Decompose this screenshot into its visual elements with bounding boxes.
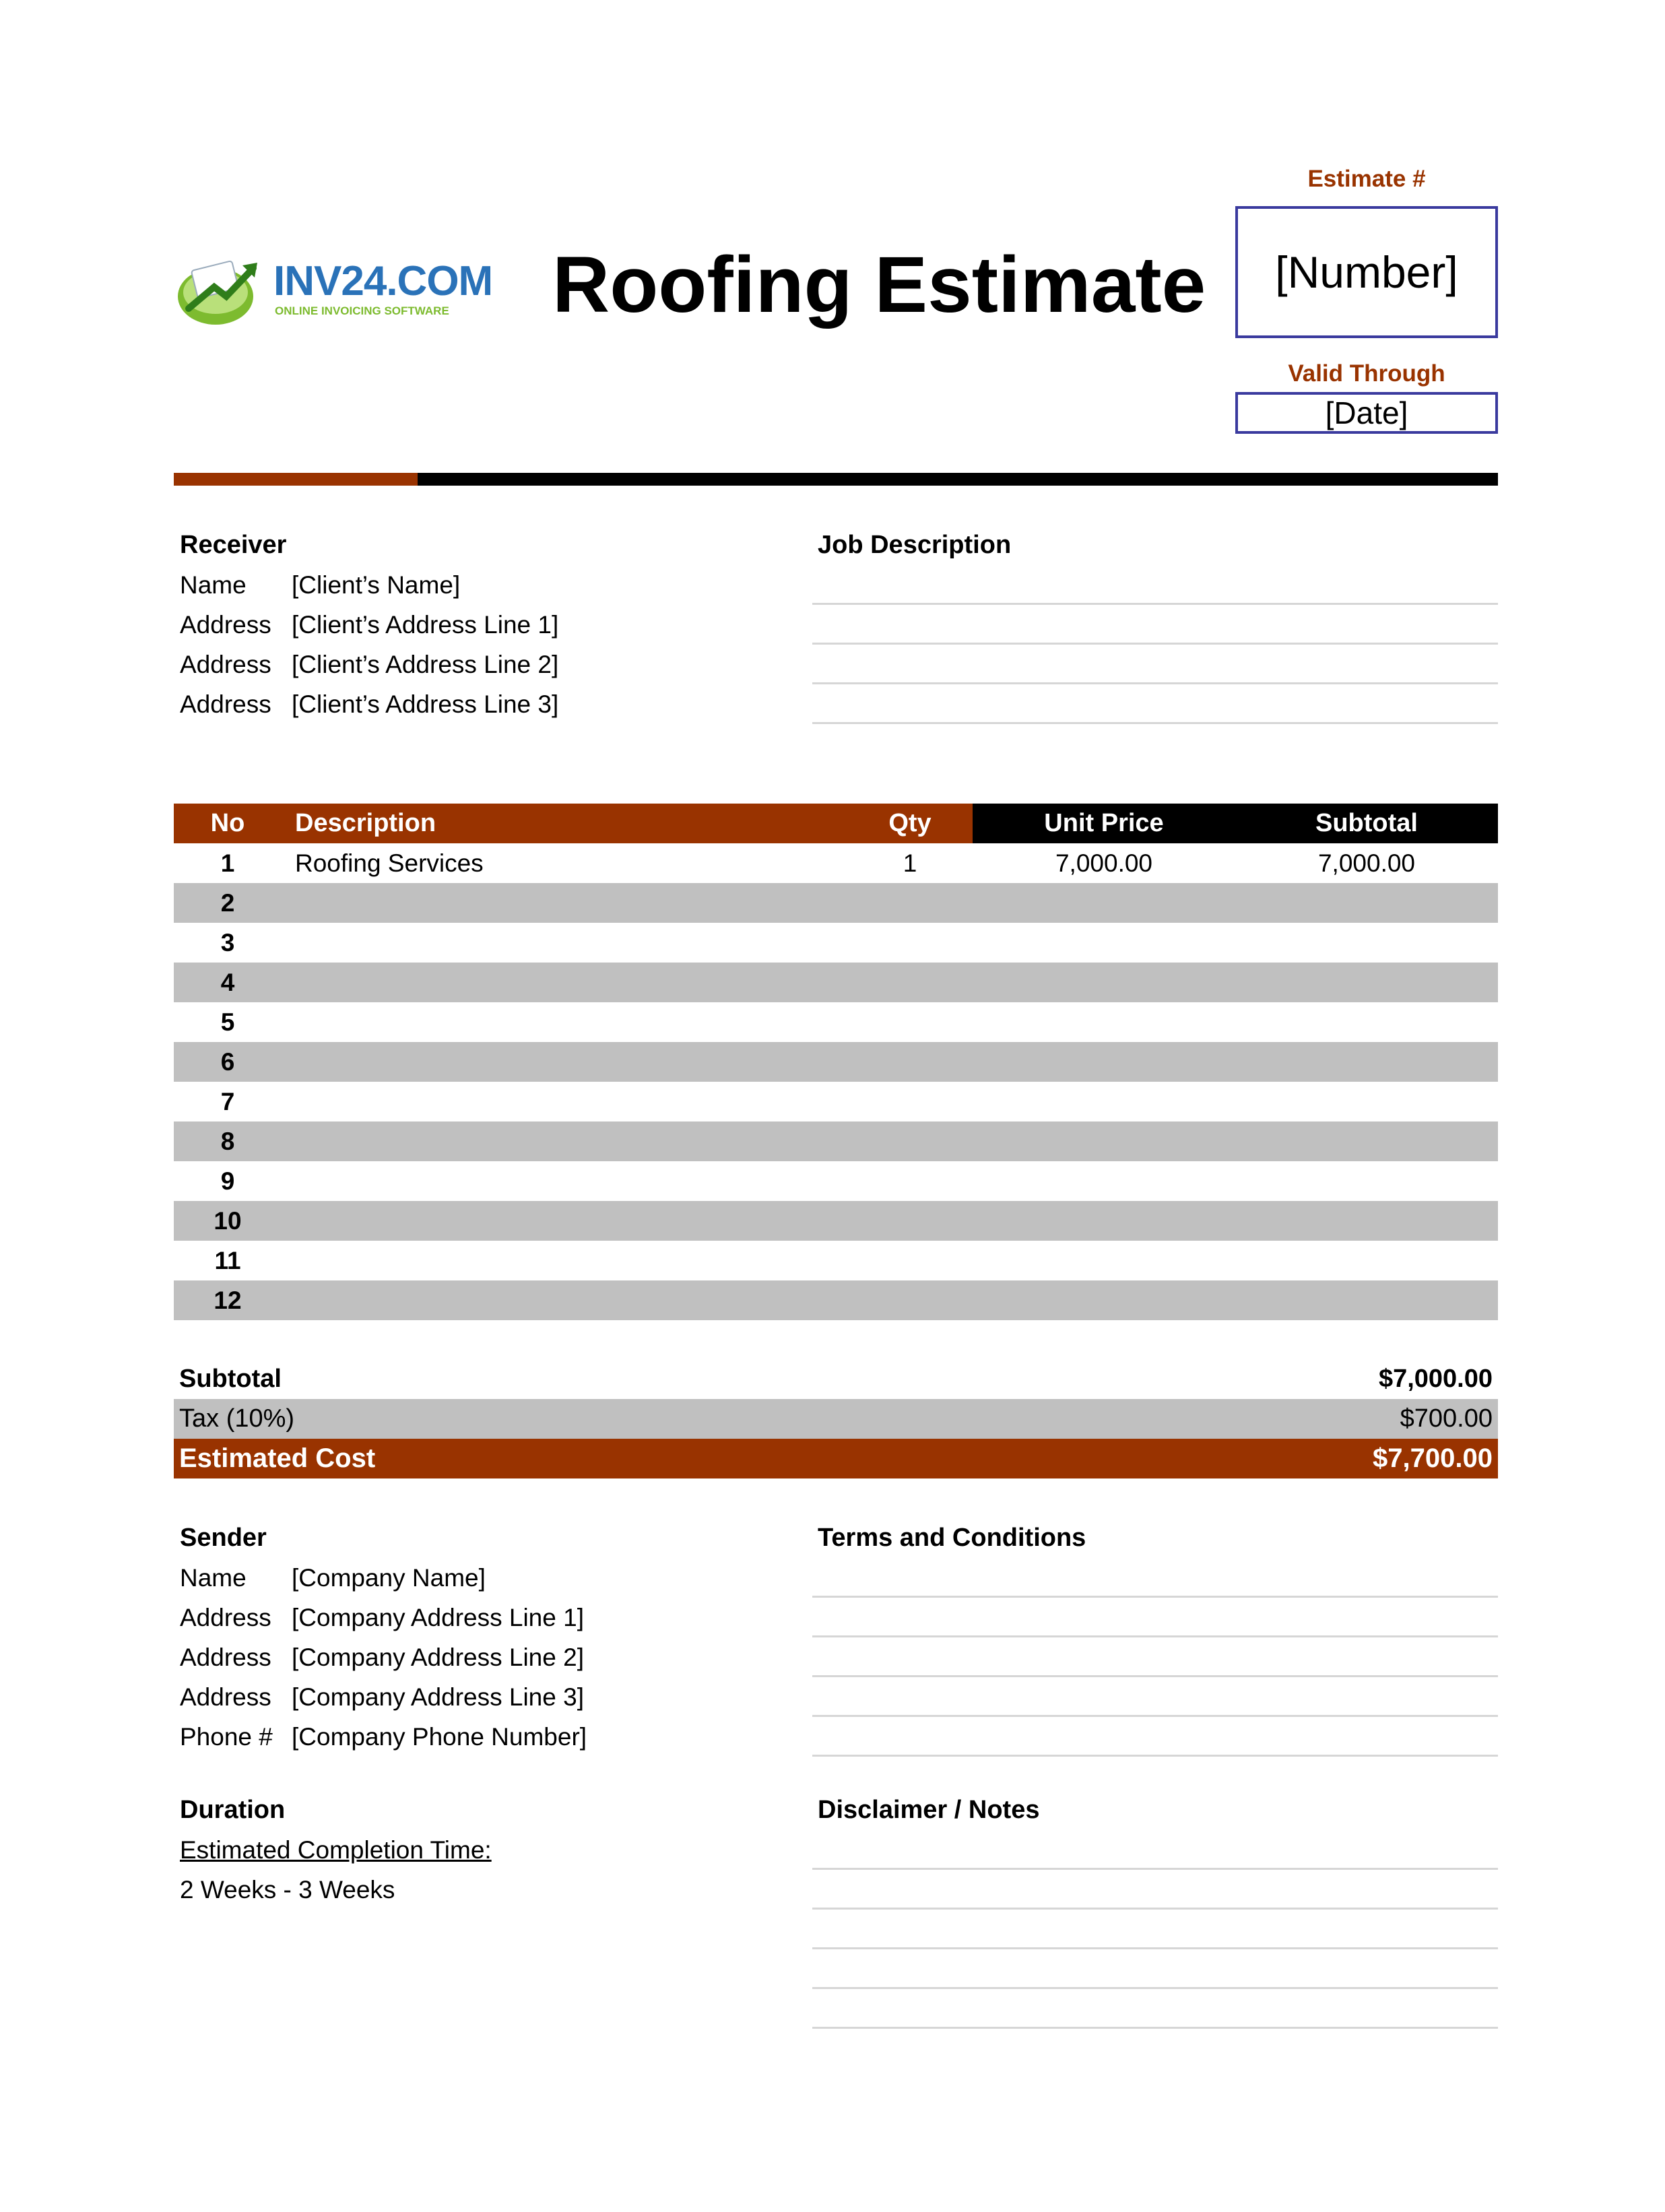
receiver-row [180, 645, 558, 684]
sender-label: Address [180, 1604, 271, 1631]
job-description-line[interactable] [812, 684, 1498, 724]
estimated-cost-row [174, 1439, 1498, 1478]
sender-row [180, 1637, 587, 1677]
sender-value[interactable]: [Company Address Line 3] [292, 1683, 584, 1711]
item-description[interactable] [282, 1002, 847, 1042]
item-description[interactable] [282, 1042, 847, 1082]
tax-row [174, 1399, 1498, 1439]
item-subtotal [1235, 1280, 1498, 1320]
items-table-header [174, 804, 1498, 843]
subtotal-label: Subtotal [179, 1365, 282, 1393]
subtotal-value: $7,000.00 [1378, 1365, 1493, 1393]
sender-label: Address [180, 1683, 271, 1711]
duration-title: Duration [180, 1796, 286, 1824]
item-subtotal [1235, 1201, 1498, 1241]
estimated-cost-label: Estimated Cost [179, 1443, 376, 1473]
job-description-section [812, 525, 1498, 724]
terms-section [812, 1518, 1498, 1757]
item-number: 4 [220, 969, 235, 996]
estimate-number-field[interactable] [1235, 206, 1498, 338]
header-no: No [174, 804, 282, 843]
item-unit-price[interactable] [973, 963, 1235, 1002]
tax-value: $700.00 [1400, 1404, 1493, 1433]
logo-text: INV24.COM [273, 258, 493, 304]
estimate-number-value: [Number] [1275, 247, 1458, 297]
table-row [174, 883, 1498, 923]
item-subtotal [1235, 883, 1498, 923]
duration-value[interactable]: 2 Weeks - 3 Weeks [180, 1876, 395, 1904]
item-number: 7 [220, 1088, 235, 1115]
items-table [174, 804, 1498, 1320]
sender-value[interactable]: [Company Name] [292, 1564, 486, 1592]
valid-through-value: [Date] [1325, 395, 1408, 430]
valid-through-field[interactable] [1235, 392, 1498, 434]
item-subtotal [1235, 1082, 1498, 1121]
item-qty[interactable] [847, 1082, 973, 1121]
item-number: 8 [220, 1128, 235, 1155]
estimate-number-label: Estimate # [1307, 166, 1426, 192]
item-number: 6 [220, 1048, 235, 1076]
receiver-label: Name [180, 571, 247, 599]
disclaimer-title: Disclaimer / Notes [818, 1796, 1040, 1824]
job-description-line[interactable] [812, 605, 1498, 645]
estimated-cost-value: $7,700.00 [1373, 1443, 1493, 1473]
table-row [174, 1042, 1498, 1082]
header-description: Description [282, 804, 847, 843]
sender-section [180, 1518, 587, 1757]
item-unit-price[interactable] [973, 1241, 1235, 1280]
table-row [174, 1082, 1498, 1121]
header-subtotal: Subtotal [1235, 804, 1498, 843]
table-row [174, 963, 1498, 1002]
item-number: 5 [220, 1008, 235, 1036]
item-number: 10 [214, 1207, 242, 1235]
item-number: 9 [220, 1167, 235, 1195]
terms-line[interactable] [812, 1637, 1498, 1677]
sender-title: Sender [180, 1524, 267, 1552]
job-description-line[interactable] [812, 645, 1498, 684]
receiver-title: Receiver [180, 531, 287, 559]
disclaimer-line[interactable] [812, 1989, 1498, 2029]
disclaimer-line[interactable] [812, 1870, 1498, 1910]
item-subtotal [1235, 963, 1498, 1002]
item-unit-price[interactable] [973, 1280, 1235, 1320]
terms-line[interactable] [812, 1558, 1498, 1598]
terms-title: Terms and Conditions [818, 1524, 1086, 1552]
item-subtotal: 7,000.00 [1317, 849, 1416, 877]
terms-line[interactable] [812, 1598, 1498, 1637]
duration-subtitle: Estimated Completion Time: [180, 1836, 492, 1864]
item-subtotal [1235, 923, 1498, 963]
sender-value[interactable]: [Company Phone Number] [292, 1723, 587, 1751]
table-row [174, 1241, 1498, 1280]
item-description[interactable] [282, 1121, 847, 1161]
receiver-label: Address [180, 690, 271, 718]
table-row [174, 1280, 1498, 1320]
sender-row [180, 1677, 587, 1717]
table-row [174, 843, 1498, 883]
logo-tagline: ONLINE INVOICING SOFTWARE [275, 304, 449, 317]
item-qty[interactable] [847, 963, 973, 1002]
receiver-value[interactable]: [Client’s Address Line 1] [292, 611, 559, 639]
terms-line[interactable] [812, 1677, 1498, 1717]
sender-label: Address [180, 1644, 271, 1671]
table-row [174, 1002, 1498, 1042]
item-unit-price[interactable] [973, 1002, 1235, 1042]
item-description[interactable] [282, 1280, 847, 1320]
item-qty[interactable]: 1 [903, 849, 917, 877]
item-qty[interactable] [847, 1121, 973, 1161]
item-subtotal [1235, 1161, 1498, 1201]
table-row [174, 1201, 1498, 1241]
item-qty[interactable] [847, 1280, 973, 1320]
duration-section [180, 1790, 492, 1910]
item-description[interactable] [282, 1161, 847, 1201]
item-qty[interactable] [847, 1042, 973, 1082]
sender-row [180, 1598, 587, 1637]
item-unit-price[interactable] [973, 1121, 1235, 1161]
item-unit-price[interactable] [973, 1082, 1235, 1121]
item-number: 11 [214, 1247, 241, 1274]
item-number: 1 [220, 849, 235, 877]
item-description[interactable] [282, 1082, 847, 1121]
item-unit-price[interactable] [973, 1201, 1235, 1241]
item-subtotal [1235, 1042, 1498, 1082]
item-subtotal [1235, 1241, 1498, 1280]
item-qty[interactable] [847, 923, 973, 963]
item-qty[interactable] [847, 1161, 973, 1201]
page-title: Roofing Estimate [552, 240, 1206, 329]
header-unit-price: Unit Price [973, 804, 1235, 843]
sender-row [180, 1717, 587, 1757]
tax-label: Tax (10%) [179, 1404, 295, 1433]
item-unit-price[interactable] [973, 1042, 1235, 1082]
item-number: 3 [220, 929, 235, 956]
subtotal-row [174, 1359, 1498, 1399]
item-qty[interactable] [847, 1201, 973, 1241]
receiver-row [180, 605, 558, 645]
item-description[interactable] [282, 963, 847, 1002]
item-number: 12 [214, 1287, 242, 1314]
receiver-label: Address [180, 611, 271, 639]
valid-through-label: Valid Through [1288, 360, 1445, 387]
item-description[interactable]: Roofing Services [295, 849, 484, 877]
item-description[interactable] [282, 883, 847, 923]
disclaimer-section [812, 1790, 1498, 2029]
receiver-value[interactable]: [Client’s Name] [292, 571, 461, 599]
item-qty[interactable] [847, 1241, 973, 1280]
receiver-value[interactable]: [Client’s Address Line 3] [292, 690, 559, 718]
items-table-body [174, 843, 1498, 1320]
header-qty: Qty [847, 804, 973, 843]
sender-value[interactable]: [Company Address Line 2] [292, 1644, 584, 1671]
item-description[interactable] [282, 923, 847, 963]
receiver-label: Address [180, 651, 271, 678]
item-qty[interactable] [847, 883, 973, 923]
disclaimer-line[interactable] [812, 1949, 1498, 1989]
receiver-row [180, 565, 558, 605]
receiver-value[interactable]: [Client’s Address Line 2] [292, 651, 559, 678]
item-unit-price[interactable] [973, 923, 1235, 963]
item-qty[interactable] [847, 1002, 973, 1042]
item-unit-price[interactable]: 7,000.00 [1055, 849, 1153, 877]
job-description-title: Job Description [818, 531, 1012, 559]
item-subtotal [1235, 1002, 1498, 1042]
sender-label: Phone # [180, 1723, 273, 1751]
item-description[interactable] [282, 1241, 847, 1280]
job-description-line[interactable] [812, 565, 1498, 605]
item-subtotal [1235, 1121, 1498, 1161]
disclaimer-line[interactable] [812, 1830, 1498, 1870]
item-number: 2 [220, 889, 235, 917]
receiver-section [180, 525, 558, 724]
item-description[interactable] [282, 1201, 847, 1241]
company-logo [174, 249, 493, 330]
table-row [174, 1121, 1498, 1161]
table-row [174, 1161, 1498, 1201]
sender-value[interactable]: [Company Address Line 1] [292, 1604, 584, 1631]
receiver-row [180, 684, 558, 724]
table-row [174, 923, 1498, 963]
header-divider [418, 473, 1498, 486]
item-unit-price[interactable] [973, 883, 1235, 923]
disclaimer-line[interactable] [812, 1910, 1498, 1949]
item-unit-price[interactable] [973, 1161, 1235, 1201]
terms-line[interactable] [812, 1717, 1498, 1757]
sender-label: Name [180, 1564, 247, 1592]
header-divider-accent [174, 473, 418, 486]
sender-row [180, 1558, 587, 1598]
